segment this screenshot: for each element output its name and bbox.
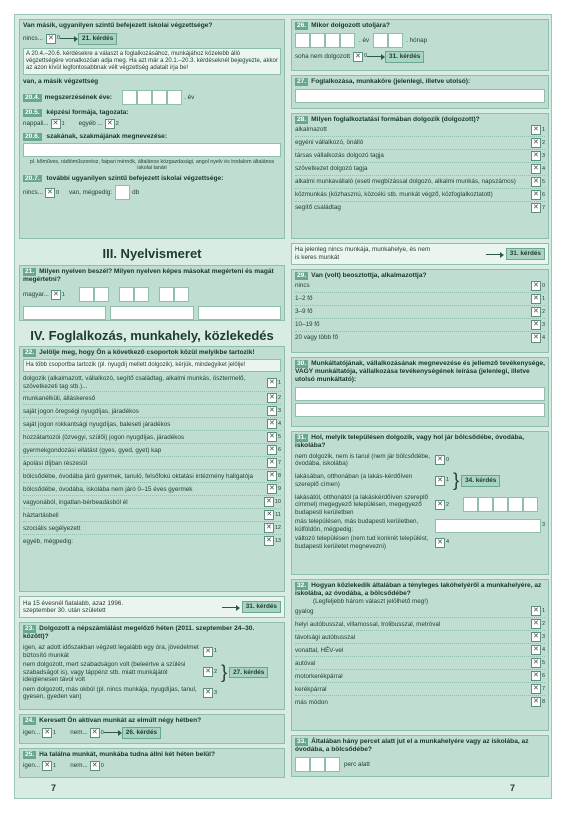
q22-option	[23, 483, 281, 496]
q21-number: 21.	[25, 267, 35, 275]
q29-option-checkbox[interactable]	[531, 320, 541, 330]
arrow-icon	[60, 36, 78, 42]
settlement-code-box[interactable]	[478, 497, 493, 512]
q31-opt1-checkbox[interactable]	[435, 455, 445, 465]
q32-option-checkbox[interactable]	[531, 632, 541, 642]
q31-number: 31.	[297, 434, 307, 441]
q29-option-label: nincs	[295, 282, 310, 290]
q22-option-code: 11	[275, 512, 281, 519]
q32-option-checkbox[interactable]	[531, 697, 541, 707]
q24-igen-checkbox[interactable]	[42, 728, 52, 738]
year-digit-box[interactable]	[152, 90, 167, 105]
q28-option-code: 2	[541, 139, 545, 146]
q23-opt2-label: nem dolgozott, mert szabadságon volt (beleértve a szülési szabadságot is), vagy táppénz stb. miatt munkájától ideiglenesen távol volt	[23, 661, 186, 684]
q28-option	[295, 163, 545, 176]
q29-option	[295, 280, 545, 293]
q28-option-code: 7	[541, 204, 545, 211]
q26-soha-checkbox[interactable]	[353, 52, 363, 62]
q32-option-label: gyalog	[295, 607, 314, 615]
q29-option-label: 3–9 fő	[295, 308, 313, 316]
q30-input[interactable]	[295, 387, 545, 401]
q32-list	[295, 605, 545, 708]
q29-option-code: 2	[541, 308, 545, 315]
q22-option-label: saját jogon rokkantsági nyugdíjas, baleseti járadékos	[23, 420, 171, 428]
q23-opt1-label: igen, az adott időszakban végzett legalább egy óra, jövedelmet biztosító munkát	[23, 644, 199, 659]
q22-title: Jelölje meg, hogy Ön a következő csoportok közül melyikbe tartozik!	[39, 349, 255, 357]
month-digit-box[interactable]	[388, 33, 403, 48]
q20-5-number: 20.5.	[25, 109, 40, 117]
q20-7-label: további ugyanilyen szintű befejezett iskolai végzettsége:	[46, 174, 224, 182]
q32-number: 32.	[297, 582, 307, 589]
q23-opt2-checkbox[interactable]	[203, 667, 213, 677]
q31-opt1-label: nem dolgozik, nem is tanul (nem jár bölcsődébe, óvodába, iskolába)	[295, 452, 431, 468]
q23-opt3-label: nem dolgozott, más okból (pl. nincs munkája, nyugdíjas, tanul, gyesen, gyeden van)	[23, 685, 197, 701]
q22-option-code: 5	[277, 434, 281, 441]
language-code-box[interactable]	[174, 287, 189, 302]
q22-option-label: dolgozik (alkalmazott, vállalkozó, segítő családtag, alkalmi munkás, ösztermelő, szövetkezeti tag stb.)...	[23, 375, 246, 390]
section-4-title: IV. Foglalkozás, munkahely, közlekedés	[30, 327, 274, 343]
q22-option-label: szociális segélyezett	[23, 524, 81, 532]
q22-option-code: 13	[274, 538, 281, 545]
q32-option-label: helyi autóbusszal, villamossal, trolibusszal, metróval	[295, 620, 441, 628]
q24-igen-label: igen...	[23, 729, 41, 737]
q22-option-code: 4	[277, 421, 281, 428]
q27-number: 27.	[297, 78, 307, 85]
goto-q34: 34. kérdés	[461, 475, 500, 487]
q26-title: Mikor dolgozott utoljára?	[311, 22, 390, 29]
q26-block: 26. Mikor dolgozott utoljára? . év . hónap soha nem dolgozott ✕ 0 31. kérdés	[291, 19, 549, 71]
q22-option-label: hozzátartozói (özvegyi, szülői) jogon nyugdíjas, járadékos	[23, 433, 185, 441]
q29-option	[295, 293, 545, 306]
q20-title: Van másik, ugyanilyen szintű befejezett iskolai végzettsége?	[23, 22, 213, 29]
q29-option	[295, 306, 545, 319]
q22-option-code: 7	[277, 460, 281, 467]
q32-option-checkbox[interactable]	[531, 645, 541, 655]
q29-option-code: 0	[541, 282, 545, 289]
q23-block: 23. Dolgozott a népszámlálást megelőző héten (2011. szeptember 24–30. között)? igen, az adott időszakban végzett legalább egy óra, jövedelmet biztosító munkát ✕ 1 nem dolgozott, mert szabadságon volt (beleértve a szülési szabadságot is), vagy táppénz stb. miatt munkájától ideiglenesen távol volt ✕ 2 } 27. kérdés nem dolgozott, más okból (pl. nincs munkája, nyugdíjas, tanul, gyesen, gyeden van) ✕ 3	[19, 622, 285, 710]
q32-option-checkbox[interactable]	[531, 671, 541, 681]
q22-option-checkbox[interactable]	[264, 523, 274, 533]
q29-option-label: 20 vagy több fő	[295, 334, 339, 342]
q22-option	[23, 374, 281, 392]
arrow-icon	[367, 54, 385, 60]
year-digit-box[interactable]	[167, 90, 182, 105]
q28-number: 28.	[297, 116, 307, 123]
q29-option-checkbox[interactable]	[531, 307, 541, 317]
q23-opt3-checkbox[interactable]	[203, 688, 213, 698]
q20-nappali-label: nappali...	[23, 120, 49, 128]
q23-title: Dolgozott a népszámlálást megelőző héten (2011. szeptember 24–30. között)?	[23, 625, 255, 641]
q28-block	[291, 113, 549, 239]
q25-igen-label: igen...	[23, 762, 41, 770]
q32-option	[295, 644, 545, 657]
q22-option	[23, 470, 281, 483]
q26-ev-label: . év	[359, 36, 370, 44]
q22-option-checkbox[interactable]	[267, 419, 277, 429]
q20-nincs-checkbox[interactable]	[46, 34, 56, 44]
q28-option	[295, 150, 545, 163]
arrow-icon	[222, 605, 240, 611]
q32-subtitle: (Legfeljebb három választ jelölhető meg!)	[313, 597, 429, 605]
q21-magyar-label: magyar...	[23, 291, 49, 299]
q29-list	[295, 280, 545, 344]
q29-option	[295, 332, 545, 344]
q22-option-checkbox[interactable]	[267, 484, 277, 494]
q22-option-label: saját jogon öregségi nyugdíjas, járadékos	[23, 407, 139, 415]
q20-van-label: van, a másik végzettség	[23, 78, 99, 86]
q28-option-checkbox[interactable]	[531, 164, 541, 174]
language-input[interactable]	[23, 306, 106, 320]
q22-option-label: bölcsődébe, óvodába járó gyermek, tanuló, felsőfokú oktatási intézmény hallgatója	[23, 472, 253, 480]
q28-title: Milyen foglalkoztatási formában dolgozik (dolgozott)?	[311, 116, 480, 123]
q22-option-label: gyermekgondozási ellátást (gyes, gyed, gyet) kap	[23, 446, 162, 454]
q29-option-code: 1	[541, 295, 545, 302]
q29-block	[291, 269, 549, 353]
q32-option-code: 5	[541, 660, 545, 667]
q28-option	[295, 189, 545, 202]
q20-6-label: szakának, szakmájának megnevezése:	[46, 132, 168, 140]
q31-opt3-label: lakásától, otthonától (a lakáskérdőíven szereplő címmel) megegyező településen, megegyező budapesti kerületben	[295, 493, 429, 516]
q28-option-code: 4	[541, 165, 545, 172]
q28-option-label: társas vállalkozás dolgozó tagja	[295, 152, 384, 160]
q22-option-label: egyéb, mégpedig:	[23, 537, 74, 545]
q33-block	[291, 735, 549, 777]
q20-egyeb-label: egyéb ...	[78, 120, 103, 128]
q25-number: 25.	[25, 751, 35, 759]
q28-option-checkbox[interactable]	[531, 151, 541, 161]
q28-option-checkbox[interactable]	[531, 177, 541, 187]
q24-nem-checkbox[interactable]	[90, 728, 100, 738]
q25-title: Ha találna munkát, munkába tudna állni két héten belül?	[39, 751, 216, 759]
q30-title: Munkáltatójának, vállalkozásának megnevezése és jellemző tevékenysége, VAGY munkáltatója, vállalkozása tevékenységének leírása (jelenlegi, illetve utolsó munkáltató):	[295, 360, 546, 383]
q28-option-label: szövetkezet dolgozó tagja	[295, 165, 368, 173]
q20-egyeb-checkbox[interactable]	[105, 119, 115, 129]
q26-number: 26.	[297, 22, 307, 29]
q29-option	[295, 319, 545, 332]
q32-block	[291, 579, 549, 731]
q22-option-label: bölcsődébe, óvodába, iskolába nem járó 0–15 éves gyermek	[23, 485, 193, 493]
q25-igen-checkbox[interactable]	[42, 761, 52, 771]
q32-title: Hogyan közlekedik általában a tényleges lakóhelyéről a munkahelyére, az iskolába, az óvodába, a bölcsődébe?	[295, 582, 542, 597]
language-input[interactable]	[110, 306, 193, 320]
goto-q21: 21. kérdés	[78, 33, 117, 45]
q21-magyar-checkbox[interactable]	[51, 290, 61, 300]
language-code-box[interactable]	[159, 287, 174, 302]
q22b-block	[19, 596, 285, 618]
brace-icon: }	[453, 469, 460, 490]
q31-block: 31. Hol, melyik településen dolgozik, vagy hol jár bölcsődébe, óvodába, iskolába? nem dolgozik, nem is tanul (nem jár bölcsődébe, óvodába, iskolába) ✕ 0 lakásában, otthonában (a lakás-kérdőíven szereplő címen) ✕ 1 } 34. kérdés lakásától, otthonától (a lakáskérdőíven szereplő címmel) megegyező településen, megegyező budapesti kerületben ✕ 2 más településen, más budapesti kerületben, külföldön, mégpedig: 3 változó településen (nem tud konkrét települést, budapesti kerületet megnevezni) ✕ 4	[291, 431, 549, 575]
arrow-icon	[104, 730, 122, 736]
page-number-left: 7	[51, 783, 57, 794]
q30-input[interactable]	[295, 403, 545, 417]
q22-option-checkbox[interactable]	[264, 510, 274, 520]
q30-number: 30.	[297, 360, 307, 367]
right-column	[291, 19, 549, 781]
q22-option-checkbox[interactable]	[267, 393, 277, 403]
q20-5-label: képzési formája, tagozata:	[46, 109, 129, 117]
settlement-code-box[interactable]	[523, 497, 538, 512]
q29-number: 29.	[297, 272, 307, 279]
q20-block: Van másik, ugyanilyen szintű befejezett iskolai végzettsége? nincs... ✕ 0 21. kérdés A 20.4.–20.6. kérdésekre a választ a foglalkozásához, munkájához közelebb álló végzettségére vonatkozóan adja meg. Ha azt már a 20.1.–20.3. kérdéseknél bejegyezte, akkor az azon kívül legfontosabbnak vélt végzettség adatait írja be! van, a másik végzettség 20.4. megszerzésének éve: . év 20.5. képzési formája, tagozata: nappali... ✕ 1 egyéb ... ✕ 2 20.6. szakának, szakmájának megnevezése: pl. kőműves, rádióműszerész, faipari mérnök, általános közgazdasági, angol nyelv és irodalom általános iskolai tanári 20.7. további ugyanilyen szintű befejezett iskolai végzettsége: nincs... ✕ 0 van, mégpedig: db	[19, 19, 285, 239]
q25-nem-checkbox[interactable]	[90, 761, 100, 771]
q28-option-code: 3	[541, 152, 545, 159]
minute-digit-box[interactable]	[325, 757, 340, 772]
year-digit-box[interactable]	[325, 33, 340, 48]
year-digit-box[interactable]	[340, 33, 355, 48]
year-digit-box[interactable]	[295, 33, 310, 48]
q22-option-label: munkanélküli, álláskereső	[23, 394, 96, 402]
q32-option-label: autóval	[295, 659, 316, 667]
q22-option-code: 1	[277, 379, 281, 386]
q22-option	[23, 457, 281, 470]
q22-option	[23, 509, 281, 522]
q32-option-label: motorkerékpárral	[295, 672, 343, 680]
language-code-box[interactable]	[119, 287, 134, 302]
q29-option-code: 3	[541, 321, 545, 328]
settlement-code-box[interactable]	[463, 497, 478, 512]
q25-block: 25. Ha találna munkát, munkába tudna állni két héten belül? igen... ✕ 1 nem... ✕ 0	[19, 748, 285, 778]
q22-option-code: 3	[277, 408, 281, 415]
q32-option	[295, 605, 545, 618]
q22-option-checkbox[interactable]	[267, 378, 277, 388]
q21-title: Milyen nyelven beszél? Milyen nyelven képes másokat megérteni és magát megértetni?	[23, 267, 274, 283]
q32-option-checkbox[interactable]	[531, 619, 541, 629]
q22-option-checkbox[interactable]	[267, 445, 277, 455]
q31-opt2-checkbox[interactable]	[435, 476, 445, 486]
q20-nincs-label: nincs...	[23, 34, 43, 42]
language-input[interactable]	[198, 306, 281, 320]
q22-option-code: 9	[277, 486, 281, 493]
q22-option	[23, 496, 281, 509]
q22-option-code: 10	[274, 499, 281, 506]
q31-opt4-label: más településen, más budapesti kerületben, külföldön, mégpedig:	[295, 518, 419, 533]
goto-q31: 31. kérdés	[385, 51, 424, 63]
year-digit-box[interactable]	[310, 33, 325, 48]
q29-option-label: 1–2 fő	[295, 295, 313, 303]
q31-opt5-label: változó településen (nem tud konkrét települést, budapesti kerületet megnevezni)	[295, 535, 429, 550]
q28-option-label: alkalmazott	[295, 126, 327, 134]
q20-note: A 20.4.–20.6. kérdésekre a választ a foglalkozásához, munkájához közelebb álló végzettségére vonatkozóan adja meg. Ha azt már a 20.1.–20.3. kérdéseknél bejegyezte, akkor az azon kívül legfontosabbnak vélt végzettség adatait írja be!	[23, 48, 281, 76]
language-code-box[interactable]	[79, 287, 94, 302]
q32-option	[295, 657, 545, 670]
q28-option-label: segítő családtag	[295, 204, 341, 212]
left-column	[19, 19, 285, 782]
q28b-text: Ha jelenleg nincs munkája, munkahelye, és nem is keres munkát	[295, 246, 431, 261]
q22-option-label: ápolási díjban részesül	[23, 459, 88, 467]
minute-digit-box[interactable]	[310, 757, 325, 772]
q22-option-code: 6	[277, 447, 281, 454]
q20-4-number: 20.4.	[25, 93, 40, 101]
goto-q31: 31. kérdés	[506, 248, 545, 260]
q32-option	[295, 683, 545, 696]
q28-option	[295, 176, 545, 189]
q20-6-number: 20.6.	[25, 132, 40, 140]
q20-6-hint: pl. kőműves, rádióműszerész, faipari mérnök, általános közgazdasági, angol nyelv és irodalom általános iskolai tanári	[29, 158, 275, 172]
q24-title: Keresett Ön aktívan munkát az elmúlt négy hétben?	[39, 717, 202, 725]
q20-7-nincs-label: nincs...	[23, 189, 43, 197]
q22-block	[19, 346, 285, 592]
q20-7-db: db	[132, 189, 140, 197]
q31-opt4-input[interactable]	[435, 519, 541, 533]
month-digit-box[interactable]	[373, 33, 388, 48]
q22-option-label: háztartásbeli	[23, 511, 59, 519]
q33-number: 33.	[297, 738, 307, 745]
q22-option-label: vagyonából, ingatlan-bérbeadásból él	[23, 498, 128, 506]
q32-option-code: 6	[541, 673, 545, 680]
q28-option	[295, 202, 545, 214]
q28-option-code: 6	[541, 191, 545, 198]
q32-option-code: 4	[541, 647, 545, 654]
q32-option-label: kerékpárral	[295, 685, 327, 693]
q23-number: 23.	[25, 625, 35, 633]
q32-option-label: távolsági autóbusszal	[295, 633, 356, 641]
q27-block	[291, 75, 549, 109]
q32-option	[295, 618, 545, 631]
q25-nem-label: nem...	[70, 762, 88, 770]
goto-q26: 26. kérdés	[122, 727, 161, 739]
q20-4-suffix: . év	[184, 93, 195, 101]
q31-opt3-checkbox[interactable]	[435, 500, 445, 510]
q22-option-checkbox[interactable]	[267, 458, 277, 468]
q22-option-checkbox[interactable]	[267, 471, 277, 481]
q22-option-code: 8	[277, 473, 281, 480]
q22-option	[23, 522, 281, 535]
section-3-title: III. Nyelvismeret	[102, 246, 202, 261]
q28-option-checkbox[interactable]	[531, 203, 541, 213]
q32-option-code: 1	[541, 608, 545, 615]
q32-option-label: más módon	[295, 698, 328, 706]
q22-option-checkbox[interactable]	[264, 536, 274, 546]
q22-list	[23, 374, 281, 547]
year-digit-box[interactable]	[137, 90, 152, 105]
q32-option	[295, 631, 545, 644]
q26-honap-label: . hónap	[406, 36, 428, 44]
q20-7-nincs-checkbox[interactable]	[45, 188, 55, 198]
q32-option-code: 2	[541, 621, 545, 628]
q33-suffix: perc alatt	[344, 760, 370, 768]
q22-option	[23, 392, 281, 405]
q30-block	[291, 357, 549, 427]
q26-soha-label: soha nem dolgozott	[295, 52, 350, 60]
q31-title: Hol, melyik településen dolgozik, vagy hol jár bölcsődébe, óvodába, iskolába?	[295, 434, 525, 449]
q24-nem-label: nem...	[70, 729, 88, 737]
q32-option	[295, 696, 545, 708]
q24-block: 24. Keresett Ön aktívan munkát az elmúlt négy hétben? igen... ✕ 1 nem... ✕ 0 26. kérdés	[19, 714, 285, 744]
q32-option-checkbox[interactable]	[531, 606, 541, 616]
q27-input[interactable]	[295, 89, 545, 103]
goto-q31: 31. kérdés	[242, 601, 281, 613]
year-digit-box[interactable]	[122, 90, 137, 105]
q28-option-code: 5	[541, 178, 545, 185]
q22-option	[23, 418, 281, 431]
q28-list	[295, 124, 545, 214]
q28-option-checkbox[interactable]	[531, 125, 541, 135]
q22-option-checkbox[interactable]	[264, 497, 274, 507]
language-code-box[interactable]	[134, 287, 149, 302]
q20-nappali-checkbox[interactable]	[51, 119, 61, 129]
q28-option-label: alkalmi munkavállaló (eseti megbízással dolgozó, alkalmi munkás, napszámos)	[295, 178, 516, 186]
q31-opt5-checkbox[interactable]	[435, 538, 445, 548]
q29-option-checkbox[interactable]	[531, 281, 541, 291]
q29-option-code: 4	[541, 334, 545, 341]
settlement-code-box[interactable]	[493, 497, 508, 512]
q22b-text: Ha 15 évesnél fiatalabb, azaz 1996. szeptember 30. után született	[23, 599, 124, 615]
q22-option-checkbox[interactable]	[267, 406, 277, 416]
q21-block: 21. Milyen nyelven beszél? Milyen nyelven képes másokat megérteni és magát megértetni? magyar... ✕ 1	[19, 265, 285, 321]
language-code-box[interactable]	[94, 287, 109, 302]
q20-4-label: megszerzésének éve:	[44, 93, 113, 101]
q32-option-checkbox[interactable]	[531, 684, 541, 694]
q28-option-checkbox[interactable]	[531, 138, 541, 148]
settlement-code-box[interactable]	[508, 497, 523, 512]
brace-icon: }	[221, 661, 228, 682]
q29-title: Van (volt) beosztottja, alkalmazottja?	[311, 272, 427, 279]
q22-option-code: 2	[277, 395, 281, 402]
q32-option-code: 7	[541, 686, 545, 693]
q23-opt1-checkbox[interactable]	[203, 647, 213, 657]
q31-opt2-label: lakásában, otthonában (a lakás-kérdőíven szereplő címen)	[295, 473, 413, 488]
q33-title: Általában hány percet alatt jut el a munkahelyére vagy az iskolába, az óvodába, a bölcsődébe?	[295, 738, 529, 753]
q22-note: Ha több csoportba tartozik (pl. nyugdíj mellett dolgozik), kérjük, mindegyiket jelölje!	[23, 359, 281, 372]
q28-option-label: egyéni vállalkozó, önálló	[295, 139, 364, 147]
q20-7-van-label: van, mégpedig:	[69, 189, 113, 197]
q27-title: Foglalkozása, munkaköre (jelenlegi, illetve utolsó):	[311, 78, 471, 85]
arrow-icon	[486, 252, 504, 258]
q29-option-checkbox[interactable]	[531, 333, 541, 343]
q32-option-checkbox[interactable]	[531, 658, 541, 668]
q20-6-input[interactable]	[23, 143, 281, 157]
q22-option	[23, 405, 281, 418]
q22-option	[23, 444, 281, 457]
q28-option-checkbox[interactable]	[531, 190, 541, 200]
q22-option-checkbox[interactable]	[267, 432, 277, 442]
q22-option-code: 12	[274, 525, 281, 532]
q32-option	[295, 670, 545, 683]
q28-option-code: 1	[541, 126, 545, 133]
goto-q27: 27. kérdés	[229, 667, 268, 679]
q20-7-number: 20.7.	[25, 174, 40, 182]
q32-option-label: vonattal, HÉV-vel	[295, 646, 344, 654]
q28-option	[295, 137, 545, 150]
q32-option-code: 8	[541, 699, 545, 706]
q22-option	[23, 431, 281, 444]
q28-option-label: közmunkás (közhasznú, közcélú stb. munkát végző, közfoglalkoztatott)	[295, 191, 493, 199]
q20-7-count-box[interactable]	[115, 185, 130, 200]
questionnaire-page	[14, 14, 552, 799]
q28-option	[295, 124, 545, 137]
minute-digit-box[interactable]	[295, 757, 310, 772]
q22-option	[23, 535, 281, 547]
q29-option-label: 10–19 fő	[295, 321, 320, 329]
q24-number: 24.	[25, 717, 35, 725]
q22-number: 22.	[25, 349, 35, 357]
page-number-right: 7	[509, 783, 515, 794]
q29-option-checkbox[interactable]	[531, 294, 541, 304]
q28b-block	[291, 243, 549, 265]
q32-option-code: 3	[541, 634, 545, 641]
